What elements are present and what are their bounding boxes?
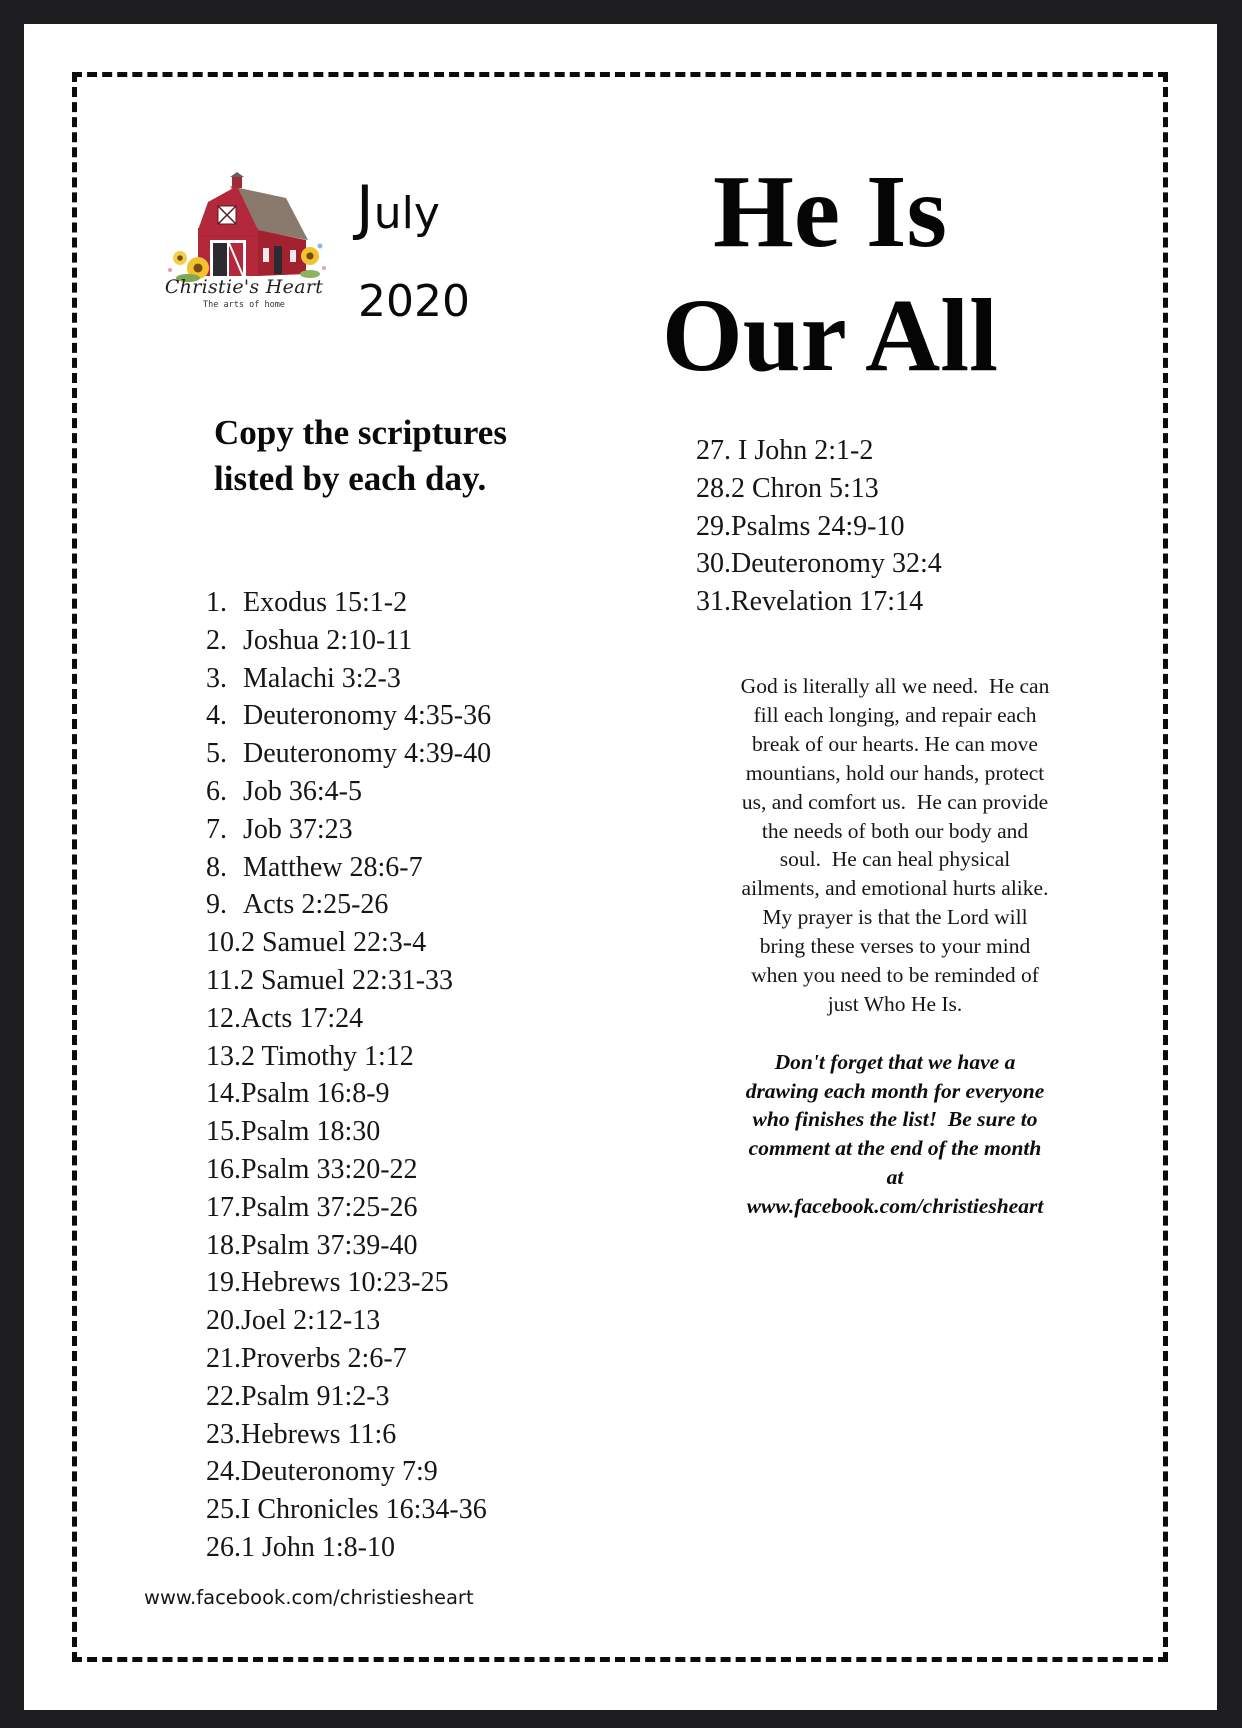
- item-number: 2.: [206, 624, 227, 656]
- item-reference: Joshua 2:10-11: [243, 624, 413, 656]
- list-item: [206, 1378, 491, 1416]
- footer-facebook-link[interactable]: www.facebook.com/christiesheart: [144, 1586, 474, 1609]
- paragraph-line: ailments, and emotional hurts alike.: [741, 876, 1049, 901]
- list-item: [206, 1113, 491, 1151]
- item-reference: Acts 2:25-26: [243, 889, 389, 921]
- month-initial: J: [356, 173, 374, 243]
- item-reference: I John 2:1-2: [738, 435, 874, 466]
- item-number: 16.: [206, 1153, 241, 1185]
- paragraph-line: mountians, hold our hands, protect: [745, 760, 1045, 785]
- item-reference: 2 Chron 5:13: [731, 472, 879, 504]
- list-item: [206, 622, 491, 660]
- list-item: [206, 1416, 491, 1454]
- item-number: 5.: [206, 738, 227, 770]
- list-item: [206, 1151, 491, 1189]
- item-reference: 2 Samuel 22:31-33: [239, 964, 454, 996]
- month-rest: uly: [373, 188, 440, 239]
- item-reference: Deuteronomy 4:39-40: [243, 738, 492, 770]
- reminder-facebook-link[interactable]: www.facebook.com/christiesheart: [746, 1193, 1044, 1218]
- list-item: [206, 1189, 491, 1227]
- reminder-line: who finishes the list! Be sure to: [752, 1107, 1038, 1132]
- item-number: 27.: [696, 435, 738, 466]
- item-reference: Exodus 15:1-2: [243, 587, 408, 618]
- item-number: 29.: [696, 510, 731, 542]
- reminder-line: comment at the end of the month: [748, 1136, 1042, 1161]
- item-number: 8.: [206, 851, 227, 883]
- scripture-list-left: [206, 584, 491, 1567]
- paragraph-line: break of our hearts. He can move: [752, 731, 1038, 756]
- list-item: [696, 432, 942, 470]
- list-item: [206, 660, 491, 698]
- instructions-heading: [214, 410, 507, 502]
- list-item: [206, 1453, 491, 1491]
- item-number: 25.: [206, 1494, 241, 1526]
- item-number: 13.: [206, 1040, 241, 1072]
- item-number: 3.: [206, 662, 227, 694]
- scripture-list-right: [696, 432, 942, 621]
- item-reference: Job 36:4-5: [243, 775, 362, 807]
- list-item: [696, 470, 942, 508]
- drawing-reminder: [705, 1048, 1085, 1220]
- item-reference: 2 Timothy 1:12: [241, 1040, 414, 1072]
- item-number: 1.: [206, 587, 227, 618]
- item-number: 21.: [206, 1342, 241, 1374]
- list-item: [696, 508, 942, 546]
- item-number: 23.: [206, 1418, 241, 1450]
- item-number: 6.: [206, 775, 227, 807]
- item-reference: Psalm 16:8-9: [241, 1078, 390, 1110]
- item-number: 22.: [206, 1380, 241, 1412]
- item-number: 31.: [696, 586, 731, 618]
- paragraph-line: fill each longing, and repair each: [753, 702, 1037, 727]
- paragraph-line: us, and comfort us. He can provide: [741, 789, 1049, 814]
- item-reference: Psalm 18:30: [241, 1116, 381, 1148]
- item-number: 19.: [206, 1267, 241, 1299]
- item-reference: 2 Samuel 22:3-4: [241, 927, 427, 959]
- list-item: [206, 1227, 491, 1265]
- instructions-line1: Copy the scriptures: [214, 413, 507, 452]
- reminder-line: Don't forget that we have a: [774, 1050, 1016, 1074]
- page-title-line1: He Is: [713, 154, 947, 269]
- instructions-line2: listed by each day.: [214, 459, 487, 498]
- item-reference: Malachi 3:2-3: [243, 662, 401, 694]
- list-item: [206, 584, 491, 622]
- paragraph-line: My prayer is that the Lord will: [762, 905, 1028, 930]
- list-item: [206, 697, 491, 735]
- list-item: [206, 1302, 491, 1340]
- item-reference: Hebrews 10:23-25: [241, 1267, 449, 1299]
- list-item: [206, 1340, 491, 1378]
- item-reference: 1 John 1:8-10: [241, 1531, 395, 1563]
- item-number: 10.: [206, 927, 241, 959]
- month-label: [356, 173, 440, 243]
- list-item: [206, 1529, 491, 1567]
- item-reference: Acts 17:24: [241, 1002, 364, 1034]
- barn-icon: [158, 172, 330, 290]
- item-number: 26.: [206, 1531, 241, 1563]
- item-reference: Psalm 33:20-22: [241, 1153, 418, 1185]
- logo-tagline: The arts of home: [203, 300, 285, 310]
- year-label: 2020: [358, 276, 470, 327]
- item-number: 28.: [696, 472, 731, 504]
- list-item: [206, 1264, 491, 1302]
- item-number: 7.: [206, 813, 227, 845]
- item-number: 17.: [206, 1191, 241, 1223]
- paragraph-line: bring these verses to your mind: [759, 934, 1031, 959]
- list-item: [206, 773, 491, 811]
- item-number: 12.: [206, 1002, 241, 1034]
- reminder-line: drawing each month for everyone: [745, 1078, 1045, 1103]
- item-reference: Deuteronomy 4:35-36: [243, 700, 492, 732]
- item-reference: Job 37:23: [243, 813, 353, 845]
- list-item: [206, 735, 491, 773]
- item-reference: Psalm 91:2-3: [241, 1380, 390, 1412]
- page-title-line2: Our All: [661, 278, 999, 393]
- list-item: [206, 1491, 491, 1529]
- item-number: 30.: [696, 548, 731, 580]
- item-reference: Psalm 37:39-40: [241, 1229, 418, 1261]
- list-item: [206, 1075, 491, 1113]
- list-item: [696, 545, 942, 583]
- reminder-line: at: [886, 1164, 904, 1189]
- item-reference: I Chronicles 16:34-36: [241, 1494, 487, 1526]
- list-item: [206, 1038, 491, 1076]
- item-reference: Deuteronomy 7:9: [241, 1456, 438, 1488]
- item-reference: Proverbs 2:6-7: [241, 1342, 407, 1374]
- item-reference: Hebrews 11:6: [241, 1418, 397, 1450]
- item-number: 20.: [206, 1305, 241, 1337]
- item-number: 15.: [206, 1116, 241, 1148]
- devotional-paragraph: [705, 672, 1085, 1019]
- paragraph-line: when you need to be reminded of: [751, 963, 1039, 988]
- item-number: 4.: [206, 700, 227, 732]
- item-reference: Revelation 17:14: [731, 586, 924, 618]
- paragraph-line: soul. He can heal physical: [779, 847, 1011, 872]
- item-number: 9.: [206, 889, 227, 921]
- item-number: 11.: [206, 964, 240, 996]
- item-reference: Psalm 37:25-26: [241, 1191, 418, 1223]
- list-item: [206, 811, 491, 849]
- item-reference: Matthew 28:6-7: [243, 851, 423, 883]
- item-number: 14.: [206, 1078, 241, 1110]
- list-item: [206, 849, 491, 887]
- paragraph-line: just Who He Is.: [827, 991, 963, 1016]
- item-reference: Deuteronomy 32:4: [731, 548, 942, 580]
- list-item: [206, 924, 491, 962]
- item-number: 18.: [206, 1229, 241, 1261]
- christies-heart-logo: [158, 172, 330, 322]
- item-reference: Psalms 24:9-10: [731, 510, 905, 542]
- list-item: [206, 962, 491, 1000]
- paragraph-line: God is literally all we need. He can: [740, 674, 1050, 698]
- item-reference: Joel 2:12-13: [241, 1305, 381, 1337]
- list-item: [206, 1000, 491, 1038]
- list-item: [206, 886, 491, 924]
- logo-name: Christie's Heart: [164, 276, 324, 298]
- item-number: 24.: [206, 1456, 241, 1488]
- paragraph-line: the needs of both our body and: [761, 818, 1029, 843]
- list-item: [696, 583, 942, 621]
